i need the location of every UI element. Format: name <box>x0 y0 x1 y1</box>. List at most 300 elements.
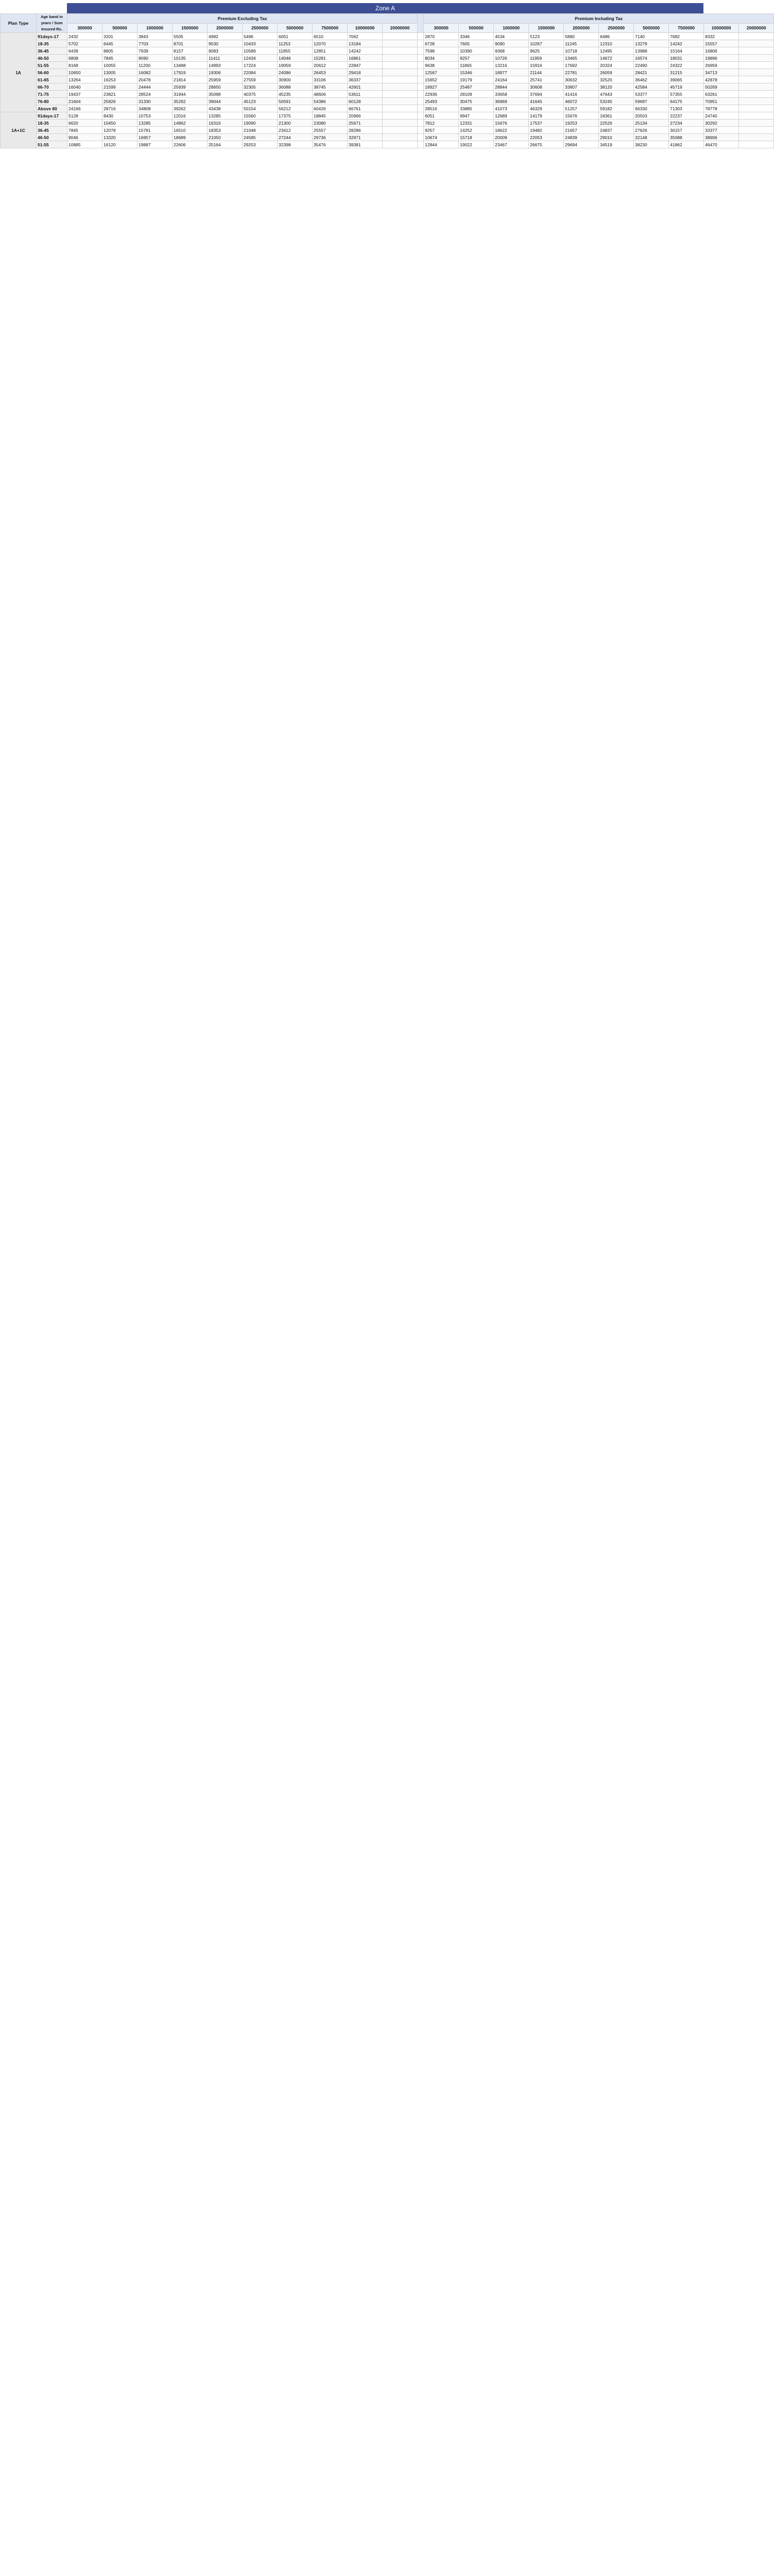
premium-excl-cell: 40375 <box>243 91 278 98</box>
premium-excl-cell: 54386 <box>313 98 348 105</box>
premium-incl-cell: 22490 <box>634 62 669 69</box>
premium-excl-cell: 9530 <box>208 40 243 47</box>
premium-incl-cell: 10674 <box>424 134 459 141</box>
premium-excl-cell: 48606 <box>313 91 348 98</box>
premium-incl-cell: 21657 <box>564 127 599 134</box>
premium-incl-cell <box>739 127 774 134</box>
premium-incl-cell: 19253 <box>564 120 599 127</box>
premium-incl-cell: 66330 <box>634 105 669 112</box>
premium-incl-cell: 27234 <box>669 120 704 127</box>
premium-excl-cell: 6808 <box>67 55 102 62</box>
premium-incl-cell: 20324 <box>599 62 634 69</box>
sum-insured-header: 1000000 <box>494 23 529 33</box>
premium-excl-cell: 16957 <box>137 134 173 141</box>
premium-excl-cell: 16316 <box>208 120 243 127</box>
premium-excl-cell: 13005 <box>102 69 137 76</box>
premium-incl-cell: 22053 <box>529 134 564 141</box>
premium-excl-cell: 11200 <box>137 62 173 69</box>
premium-excl-cell: 8430 <box>102 112 137 120</box>
premium-excl-cell: 12070 <box>313 40 348 47</box>
premium-excl-cell: 13320 <box>102 134 137 141</box>
separator-cell <box>418 83 424 91</box>
premium-excl-cell: 60128 <box>348 98 383 105</box>
age-band-cell: 18-35 <box>37 40 67 47</box>
premium-excl-cell <box>383 141 418 148</box>
premium-incl-cell: 33658 <box>494 91 529 98</box>
plan-type-cell: 1A <box>1 33 37 112</box>
age-band-cell: 61-65 <box>37 76 67 83</box>
separator-cell <box>418 120 424 127</box>
premium-incl-cell: 22526 <box>599 120 634 127</box>
premium-incl-cell: 18927 <box>424 83 459 91</box>
premium-excl-cell: 10135 <box>173 55 208 62</box>
premium-excl-cell: 7939 <box>137 47 173 55</box>
premium-incl-cell: 57355 <box>669 91 704 98</box>
premium-incl-cell: 6728 <box>424 40 459 47</box>
premium-excl-cell: 10450 <box>102 120 137 127</box>
table-row <box>1 127 774 134</box>
separator-cell <box>418 69 424 76</box>
premium-excl-cell: 16120 <box>102 141 137 148</box>
premium-excl-cell: 13285 <box>137 120 173 127</box>
premium-incl-cell: 10390 <box>459 47 494 55</box>
premium-incl-cell: 28421 <box>634 69 669 76</box>
premium-incl-cell: 30292 <box>704 120 739 127</box>
premium-excl-cell <box>383 120 418 127</box>
premium-excl-cell: 35098 <box>208 91 243 98</box>
premium-excl-cell: 25939 <box>173 83 208 91</box>
table-row <box>1 134 774 141</box>
premium-incl-cell: 17692 <box>564 62 599 69</box>
premium-incl-cell: 8332 <box>704 33 739 40</box>
premium-incl-cell: 30608 <box>529 83 564 91</box>
premium-excl-cell: 22084 <box>243 69 278 76</box>
premium-incl-cell: 25741 <box>529 76 564 83</box>
premium-excl-cell: 20966 <box>348 112 383 120</box>
premium-incl-cell: 5880 <box>564 33 599 40</box>
premium-incl-cell: 11959 <box>529 55 564 62</box>
premium-incl-cell: 26675 <box>529 141 564 148</box>
premium-excl-cell: 6439 <box>67 47 102 55</box>
premium-excl-cell: 3843 <box>137 33 173 40</box>
sum-insured-header: 7500000 <box>313 23 348 33</box>
separator-cell <box>418 62 424 69</box>
premium-incl-cell: 6051 <box>424 112 459 120</box>
premium-incl-cell: 38906 <box>704 134 739 141</box>
table-row <box>1 33 774 40</box>
premium-excl-cell: 10433 <box>243 40 278 47</box>
premium-incl-cell <box>739 33 774 40</box>
premium-incl-cell <box>739 40 774 47</box>
premium-excl-cell: 27559 <box>243 76 278 83</box>
premium-incl-cell: 36462 <box>634 76 669 83</box>
premium-excl-cell: 14993 <box>208 62 243 69</box>
age-band-cell: 71-75 <box>37 91 67 98</box>
premium-excl-cell: 50154 <box>243 105 278 112</box>
premium-excl-cell: 38745 <box>313 83 348 91</box>
premium-incl-cell: 39065 <box>669 76 704 83</box>
premium-incl-cell: 12689 <box>494 112 529 120</box>
premium-excl-cell: 9046 <box>67 134 102 141</box>
premium-incl-cell: 31215 <box>669 69 704 76</box>
premium-incl-cell: 28109 <box>459 91 494 98</box>
premium-excl-cell: 8157 <box>173 47 208 55</box>
sum-insured-header: 1000000 <box>137 23 173 33</box>
premium-incl-cell: 30157 <box>669 127 704 134</box>
premium-excl-cell: 36088 <box>278 83 313 91</box>
age-band-cell: 46-50 <box>37 55 67 62</box>
table-row <box>1 141 774 148</box>
sum-insured-header: 7500000 <box>669 23 704 33</box>
premium-incl-cell: 41073 <box>494 105 529 112</box>
premium-incl-cell: 45719 <box>669 83 704 91</box>
table-row <box>1 105 774 112</box>
premium-incl-cell: 15652 <box>424 76 459 83</box>
premium-incl-cell <box>739 120 774 127</box>
premium-incl-cell: 26059 <box>599 69 634 76</box>
premium-excl-cell: 18353 <box>208 127 243 134</box>
premium-incl-cell: 14672 <box>599 55 634 62</box>
premium-incl-cell: 34713 <box>704 69 739 76</box>
sum-insured-header: 5000000 <box>278 23 313 33</box>
premium-incl-cell <box>739 83 774 91</box>
premium-excl-cell: 16253 <box>102 76 137 83</box>
plan-type-header: Plan Type <box>1 14 37 33</box>
sum-insured-header: 10000000 <box>348 23 383 33</box>
premium-incl-cell: 51257 <box>564 105 599 112</box>
premium-incl-cell: 41416 <box>564 91 599 98</box>
premium-excl-cell: 21814 <box>173 76 208 83</box>
premium-excl-cell: 39044 <box>208 98 243 105</box>
premium-incl-cell: 17537 <box>529 120 564 127</box>
premium-excl-cell: 25557 <box>313 127 348 134</box>
separator-cell <box>418 40 424 47</box>
premium-excl-cell: 10055 <box>102 62 137 69</box>
premium-excl-cell <box>383 134 418 141</box>
premium-excl-cell: 11855 <box>278 47 313 55</box>
age-band-cell: 46-50 <box>37 134 67 141</box>
premium-excl-cell: 32971 <box>348 134 383 141</box>
premium-incl-cell <box>739 55 774 62</box>
premium-excl-cell: 34808 <box>137 105 173 112</box>
premium-excl-cell: 25826 <box>102 98 137 105</box>
table-row <box>1 83 774 91</box>
premium-excl-cell: 32305 <box>243 83 278 91</box>
table-row <box>1 55 774 62</box>
premium-excl-cell: 20478 <box>137 76 173 83</box>
premium-excl-cell: 9083 <box>208 47 243 55</box>
premium-excl-cell: 20612 <box>313 62 348 69</box>
premium-incl-cell: 16806 <box>704 47 739 55</box>
sum-insured-header: 1500000 <box>529 23 564 33</box>
premium-incl-cell: 24164 <box>494 76 529 83</box>
premium-incl-cell: 23467 <box>494 141 529 148</box>
premium-excl-header: Premium Excluding Tax <box>67 14 418 24</box>
premium-incl-cell: 26959 <box>704 62 739 69</box>
premium-excl-cell: 16510 <box>173 127 208 134</box>
premium-excl-cell <box>383 47 418 55</box>
premium-excl-cell: 22606 <box>173 141 208 148</box>
premium-excl-cell: 19306 <box>208 69 243 76</box>
premium-incl-cell: 13988 <box>634 47 669 55</box>
premium-excl-cell: 7845 <box>102 55 137 62</box>
premium-excl-cell: 19059 <box>278 62 313 69</box>
premium-excl-cell: 30900 <box>278 76 313 83</box>
premium-excl-cell: 2432 <box>67 33 102 40</box>
premium-excl-cell: 17224 <box>243 62 278 69</box>
separator-cell <box>418 105 424 112</box>
premium-incl-cell: 9947 <box>459 112 494 120</box>
premium-incl-cell <box>739 69 774 76</box>
premium-incl-cell <box>739 76 774 83</box>
age-band-cell: 51-55 <box>37 141 67 148</box>
premium-incl-cell: 38230 <box>634 141 669 148</box>
premium-incl-cell: 46072 <box>564 98 599 105</box>
premium-incl-cell: 10267 <box>529 40 564 47</box>
premium-excl-cell: 18845 <box>313 112 348 120</box>
premium-excl-cell: 27244 <box>278 134 313 141</box>
premium-incl-cell: 59182 <box>599 105 634 112</box>
premium-incl-cell: 18031 <box>669 55 704 62</box>
premium-incl-cell <box>739 141 774 148</box>
separator-cell <box>418 33 424 40</box>
age-band-cell: 91days-17 <box>37 33 67 40</box>
premium-excl-cell: 16861 <box>348 55 383 62</box>
premium-incl-cell: 20009 <box>494 134 529 141</box>
separator-cell <box>418 98 424 105</box>
premium-excl-cell: 66761 <box>348 105 383 112</box>
premium-excl-cell <box>383 76 418 83</box>
table-row <box>1 120 774 127</box>
table-row <box>1 69 774 76</box>
premium-excl-cell: 23080 <box>313 120 348 127</box>
sum-insured-header: 5000000 <box>634 23 669 33</box>
premium-excl-cell: 15560 <box>243 112 278 120</box>
premium-excl-cell: 13264 <box>67 76 102 83</box>
premium-excl-cell: 7845 <box>67 127 102 134</box>
premium-incl-cell: 46470 <box>704 141 739 148</box>
premium-incl-cell: 7598 <box>424 47 459 55</box>
premium-excl-cell: 53611 <box>348 91 383 98</box>
sum-insured-header: 2000000 <box>564 23 599 33</box>
premium-incl-cell: 29694 <box>564 141 599 148</box>
premium-excl-cell: 6445 <box>102 40 137 47</box>
premium-excl-cell <box>383 105 418 112</box>
age-band-cell: 56-60 <box>37 69 67 76</box>
premium-incl-cell: 42878 <box>704 76 739 83</box>
premium-excl-cell: 42601 <box>348 83 383 91</box>
premium-excl-cell: 45235 <box>278 91 313 98</box>
premium-incl-cell: 9368 <box>494 47 529 55</box>
premium-incl-cell: 33377 <box>704 127 739 134</box>
premium-excl-cell: 13488 <box>173 62 208 69</box>
premium-incl-cell: 27626 <box>634 127 669 134</box>
premium-excl-cell: 29736 <box>313 134 348 141</box>
premium-excl-cell: 21050 <box>208 134 243 141</box>
premium-incl-cell: 9638 <box>424 62 459 69</box>
premium-excl-cell: 43438 <box>208 105 243 112</box>
premium-excl-cell: 60426 <box>313 105 348 112</box>
premium-incl-cell: 7605 <box>459 40 494 47</box>
premium-excl-cell: 35292 <box>173 98 208 105</box>
premium-incl-cell: 5123 <box>529 33 564 40</box>
premium-excl-cell: 24166 <box>67 105 102 112</box>
premium-incl-cell <box>739 91 774 98</box>
premium-incl-cell: 7682 <box>669 33 704 40</box>
premium-excl-cell: 28524 <box>137 91 173 98</box>
premium-incl-cell: 78778 <box>704 105 739 112</box>
premium-excl-cell <box>383 62 418 69</box>
premium-incl-cell: 4534 <box>494 33 529 40</box>
premium-excl-cell: 33106 <box>313 76 348 83</box>
premium-excl-cell: 11411 <box>208 55 243 62</box>
premium-excl-cell: 5505 <box>173 33 208 40</box>
separator-cell <box>418 91 424 98</box>
premium-excl-cell: 45123 <box>243 98 278 105</box>
premium-incl-cell: 24837 <box>599 127 634 134</box>
premium-excl-cell <box>383 69 418 76</box>
premium-incl-cell: 32520 <box>599 76 634 83</box>
premium-excl-cell: 3201 <box>102 33 137 40</box>
premium-excl-cell <box>383 91 418 98</box>
premium-incl-cell: 11245 <box>564 40 599 47</box>
premium-incl-cell: 41862 <box>669 141 704 148</box>
premium-excl-cell: 28716 <box>102 105 137 112</box>
premium-excl-cell: 8701 <box>173 40 208 47</box>
premium-incl-cell: 37694 <box>529 91 564 98</box>
premium-incl-cell: 22237 <box>669 112 704 120</box>
premium-incl-cell: 33885 <box>459 105 494 112</box>
premium-excl-cell: 21604 <box>67 98 102 105</box>
premium-excl-cell: 31330 <box>137 98 173 105</box>
premium-incl-cell: 24839 <box>564 134 599 141</box>
premium-incl-cell: 11865 <box>459 62 494 69</box>
age-band-cell: 66-70 <box>37 83 67 91</box>
premium-incl-cell: 25487 <box>459 83 494 91</box>
table-row <box>1 98 774 105</box>
premium-incl-cell: 12310 <box>599 40 634 47</box>
premium-incl-cell: 70951 <box>704 98 739 105</box>
premium-excl-cell: 29253 <box>243 141 278 148</box>
premium-excl-cell <box>383 55 418 62</box>
premium-incl-cell: 14242 <box>669 40 704 47</box>
premium-incl-cell: 12495 <box>599 47 634 55</box>
premium-incl-cell: 14179 <box>529 112 564 120</box>
premium-excl-cell: 5128 <box>67 112 102 120</box>
table-row <box>1 91 774 98</box>
premium-excl-cell: 4982 <box>208 33 243 40</box>
premium-incl-cell <box>739 112 774 120</box>
age-band-cell: Above 80 <box>37 105 67 112</box>
table-row <box>1 62 774 69</box>
sum-insured-header: 500000 <box>102 23 137 33</box>
premium-excl-cell: 21599 <box>102 83 137 91</box>
premium-incl-cell: 64175 <box>669 98 704 105</box>
premium-incl-cell: 19482 <box>529 127 564 134</box>
premium-excl-cell: 12016 <box>173 112 208 120</box>
premium-incl-cell: 19022 <box>459 141 494 148</box>
premium-incl-cell: 46329 <box>529 105 564 112</box>
premium-incl-cell: 33807 <box>564 83 599 91</box>
table-row <box>1 47 774 55</box>
premium-incl-cell <box>739 47 774 55</box>
premium-excl-cell: 26453 <box>313 69 348 76</box>
premium-incl-cell: 7140 <box>634 33 669 40</box>
age-band-cell: 51-55 <box>37 62 67 69</box>
premium-excl-cell: 24444 <box>137 83 173 91</box>
premium-incl-cell: 41645 <box>529 98 564 105</box>
age-band-cell: 36-45 <box>37 47 67 55</box>
premium-excl-cell: 25671 <box>348 120 383 127</box>
premium-excl-cell: 8168 <box>67 62 102 69</box>
separator-cell <box>418 112 424 120</box>
premium-excl-cell: 25164 <box>208 141 243 148</box>
premium-incl-cell: 36969 <box>494 98 529 105</box>
premium-incl-cell: 10726 <box>494 55 529 62</box>
table-row <box>1 76 774 83</box>
premium-incl-cell: 28844 <box>494 83 529 91</box>
premium-incl-cell: 59697 <box>634 98 669 105</box>
premium-incl-cell: 18622 <box>494 127 529 134</box>
premium-excl-cell: 5496 <box>243 33 278 40</box>
premium-incl-cell: 35088 <box>669 134 704 141</box>
premium-excl-cell: 10589 <box>243 47 278 55</box>
premium-excl-cell: 17375 <box>278 112 313 120</box>
premium-incl-cell: 25134 <box>634 120 669 127</box>
premium-incl-cell: 30475 <box>459 98 494 105</box>
table-row <box>1 112 774 120</box>
separator-header <box>418 14 424 33</box>
premium-incl-cell <box>739 105 774 112</box>
premium-incl-cell: 15916 <box>529 62 564 69</box>
premium-incl-cell: 13216 <box>494 62 529 69</box>
separator-cell <box>418 127 424 134</box>
premium-incl-cell: 20503 <box>634 112 669 120</box>
separator-cell <box>418 55 424 62</box>
premium-incl-cell: 24740 <box>704 112 739 120</box>
premium-incl-cell: 12331 <box>459 120 494 127</box>
premium-excl-cell: 6510 <box>313 33 348 40</box>
premium-excl-cell: 7703 <box>137 40 173 47</box>
sum-insured-header: 300000 <box>67 23 102 33</box>
premium-incl-cell: 18361 <box>599 112 634 120</box>
premium-incl-cell: 15718 <box>459 134 494 141</box>
premium-excl-cell: 13184 <box>348 40 383 47</box>
premium-incl-cell: 15557 <box>704 40 739 47</box>
premium-incl-cell: 15676 <box>564 112 599 120</box>
premium-excl-cell: 7062 <box>348 33 383 40</box>
premium-excl-cell <box>383 40 418 47</box>
premium-incl-cell: 2870 <box>424 33 459 40</box>
premium-incl-cell: 7812 <box>424 120 459 127</box>
premium-incl-cell: 21144 <box>529 69 564 76</box>
premium-excl-cell: 15281 <box>313 55 348 62</box>
premium-incl-cell: 22936 <box>424 91 459 98</box>
premium-incl-cell: 24322 <box>669 62 704 69</box>
premium-incl-cell <box>739 62 774 69</box>
premium-incl-cell: 22781 <box>564 69 599 76</box>
premium-incl-cell: 32148 <box>634 134 669 141</box>
premium-excl-cell <box>383 98 418 105</box>
sum-insured-header: 300000 <box>424 23 459 33</box>
premium-excl-cell: 29418 <box>348 69 383 76</box>
premium-excl-cell: 39381 <box>348 141 383 148</box>
premium-excl-cell: 22847 <box>348 62 383 69</box>
age-band-cell: 18-35 <box>37 120 67 127</box>
premium-excl-cell: 23821 <box>102 91 137 98</box>
premium-incl-cell: 19896 <box>704 55 739 62</box>
premium-incl-cell: 25493 <box>424 98 459 105</box>
